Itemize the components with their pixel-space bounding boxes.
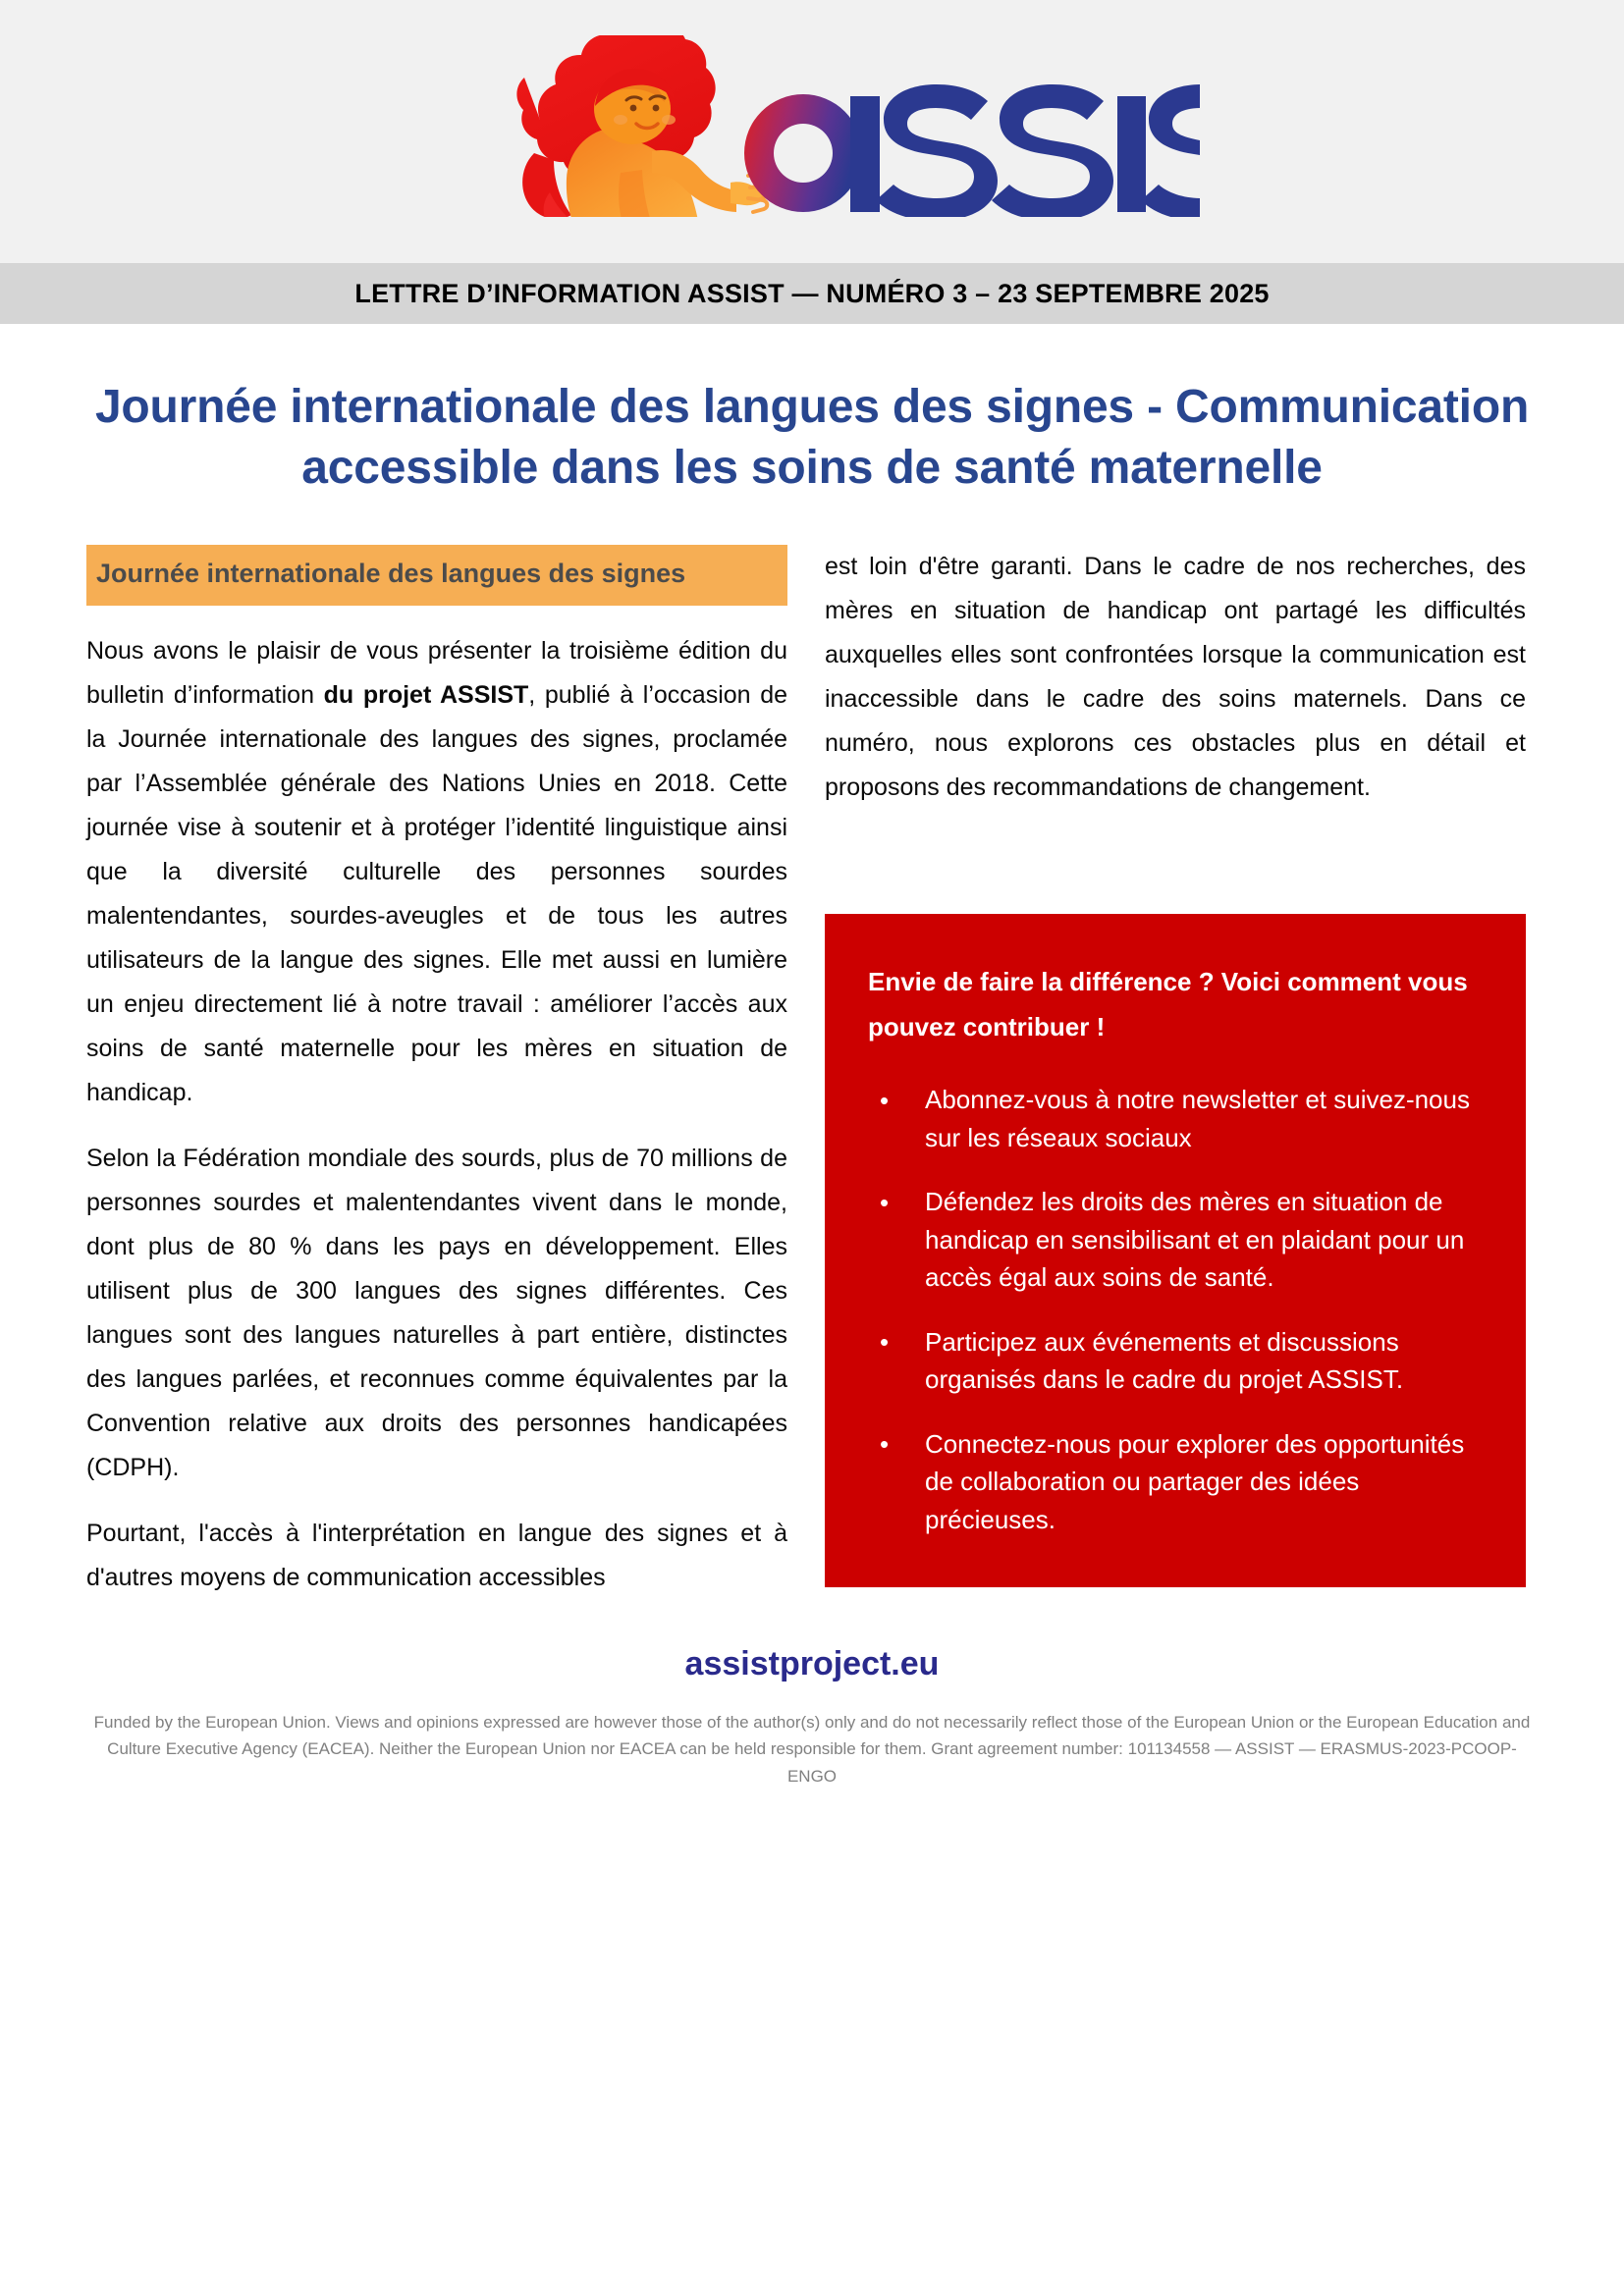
call-to-action-box: [825, 914, 1526, 1587]
list-item: [868, 1081, 1483, 1156]
paragraph-access-start: Pourtant, l'accès à l'interprétation en langue des signes et à d'autres moyens de communication accessibles: [86, 1519, 787, 1591]
right-column: [825, 545, 1526, 1600]
website-link[interactable]: assistproject.eu: [684, 1644, 940, 1682]
eu-funding-disclaimer: Funded by the European Union. Views and opinions expressed are however those of the author(s) only and do not necessarily reflect those of the European Union or the European Education and Culture Executive Agency (EACEA). Neither the European Union nor EACEA can be held responsible for them. Grant agreement number: 101134558 — ASSIST — ERASMUS-2023-PCOOP-ENGO: [93, 1712, 1531, 1786]
bullet-icon: •: [880, 1429, 890, 1460]
cta-list: [868, 1081, 1483, 1538]
bullet-icon: •: [880, 1327, 890, 1358]
paragraph-intro: [86, 629, 787, 1115]
cta-item-text: Abonnez-vous à notre newsletter et suivez-nous sur les réseaux sociaux: [925, 1085, 1470, 1152]
assist-logo: [424, 32, 1200, 219]
cta-item-text: Défendez les droits des mères en situation de handicap en sensibilisant et en plaidant pour un accès égal aux soins de santé.: [925, 1187, 1465, 1293]
list-item: [868, 1323, 1483, 1399]
cta-title: Envie de faire la différence ? Voici comment vous pouvez contribuer !: [868, 966, 1468, 1042]
woman-illustration-icon: [516, 35, 774, 217]
paragraph-intro-part1: Nous avons le plaisir de vous présenter la troisième édition du bulletin d’information: [86, 636, 787, 709]
paragraph-access-continued: est loin d'être garanti. Dans le cadre de nos recherches, des mères en situation de handicap ont partagé les difficultés auxquelles elles sont confrontées lorsque la communication est inaccessible dans le cadre des soins maternels. Dans ce numéro, nous explorons ces obstacles plus en détail et proposons des recommandations de changement.: [825, 552, 1526, 801]
newsletter-issue-text: LETTRE D’INFORMATION ASSIST — NUMÉRO 3 – 23 SEPTEMBRE 2025: [354, 278, 1270, 308]
section-heading-banner: Journée internationale des langues des signes: [86, 545, 787, 606]
page-title: Journée internationale des langues des signes - Communication accessible dans les soins de santé maternelle: [94, 381, 1530, 495]
left-column: [86, 545, 787, 1600]
paragraph-intro-bold: du projet ASSIST: [323, 680, 529, 709]
newsletter-issue-bar: [0, 263, 1624, 324]
bullet-icon: •: [880, 1187, 890, 1217]
list-item: [868, 1425, 1483, 1538]
paragraph-intro-part2: , publié à l’occasion de la Journée internationale des langues des signes, proclamée par l’Assemblée générale des Nations Unies en 2018. Cette journée vise à soutenir et à protéger l’identité linguistique ainsi que la diversité culturelle des personnes sourdes malentendantes, sourdes-aveugles et de tous les autres utilisateurs de la langue des signes. Elle met aussi en lumière un enjeu directement lié à notre travail : améliorer l’accès aux soins de santé maternelle pour les mères en situation de handicap.: [86, 680, 787, 1106]
assist-logo-icon: [424, 35, 1200, 217]
logo-band: [0, 0, 1624, 263]
paragraph-statistics: Selon la Fédération mondiale des sourds, plus de 70 millions de personnes sourdes et malentendantes vivent dans le monde, dont plus de 80 % dans les pays en développement. Elles utilisent plus de 300 langues des signes différentes. Ces langues sont des langues naturelles à part entière, distinctes des langues parlées, et reconnues comme équivalentes par la Convention relative aux droits des personnes handicapées (CDPH).: [86, 1144, 787, 1481]
bullet-icon: •: [880, 1085, 890, 1115]
cta-item-text: Participez aux événements et discussions organisés dans le cadre du projet ASSIST.: [925, 1326, 1404, 1395]
content-columns: [86, 545, 1538, 1600]
list-item: [868, 1183, 1483, 1296]
cta-item-text: Connectez-nous pour explorer des opportunités de collaboration ou partager des idées précieuses.: [925, 1428, 1465, 1534]
assist-wordmark-icon: [744, 57, 1200, 217]
